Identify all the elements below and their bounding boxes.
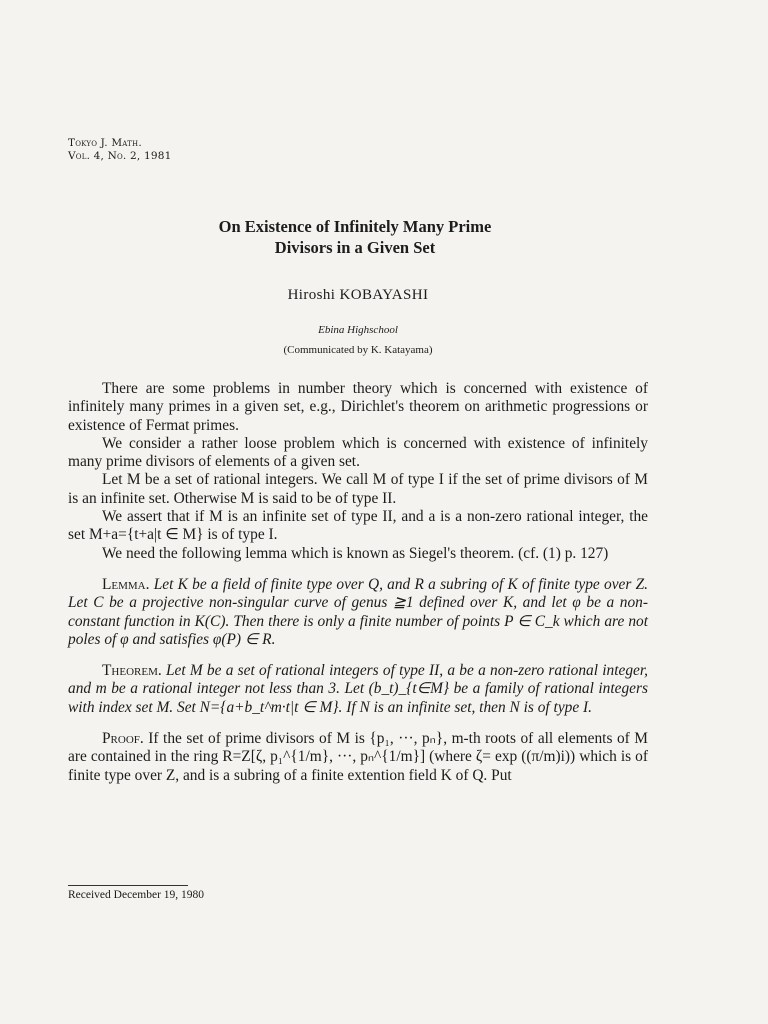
- paper-body: [68, 380, 648, 785]
- proof-label: Proof.: [102, 730, 144, 748]
- paragraph-problem: We consider a rather loose problem which is concerned with existence of infinitely many prime divisors of elements of a given set.: [68, 434, 648, 471]
- journal-name: Tokyo J. Math.: [68, 137, 142, 149]
- received-date: Received December 19, 1980: [68, 889, 205, 901]
- lemma-block: [68, 576, 648, 649]
- title-line-1: On Existence of Infinitely Many Prime: [218, 217, 492, 236]
- theorem-label: Theorem.: [102, 662, 162, 680]
- paper-title: [0, 216, 710, 258]
- proof-text: If the set of prime divisors of M is {p₁, ···, pₙ}, m-th roots of all elements of M are contained in the ring R=Z[ζ, p₁^{1/m}, ···, pₙ^{1/m}] (where ζ= exp ((π/m)i)) which is of finite type over Z, and is a subring of a finite extention field K of Q. Put: [68, 730, 648, 784]
- affiliation-school: Ebina Highschool: [318, 324, 398, 336]
- lemma-label: Lemma.: [102, 575, 150, 593]
- paragraph-definition: Let M be a set of rational integers. We call M of type I if the set of prime divisors of M is an infinite set. Otherwise M is said to be of type II.: [68, 471, 648, 507]
- title-line-2: Divisors in a Given Set: [274, 238, 436, 257]
- proof-block: [68, 730, 648, 785]
- journal-volume: Vol. 4, No. 2, 1981: [68, 149, 172, 162]
- paragraph-assertion: We assert that if M is an infinite set of type II, and a is a non-zero rational integer, the set M+a={t+a|t ∈ M} is of type I.: [68, 508, 648, 544]
- journal-header: [68, 137, 171, 162]
- theorem-block: [68, 662, 648, 717]
- paragraph-siegel: We need the following lemma which is known as Siegel's theorem. (cf. (1) p. 127): [102, 544, 609, 562]
- affiliation: [0, 320, 716, 360]
- author-name: Hiroshi KOBAYASHI: [287, 287, 429, 303]
- lemma-text: Let K be a field of finite type over Q, and R a subring of K of finite type over Z. Let C be a projective non-singular curve of genus ≧1 defined over K, and let φ be a non-constant function in K(C). Then there is only a finite number of points P ∈ C_k which are not poles of φ and satisfies φ(P) ∈ R.: [68, 575, 648, 648]
- paragraph-intro: There are some problems in number theory which is concerned with existence of infinitely many primes in a given set, e.g., Dirichlet's theorem on arithmetic progressions or existence of Fermat primes.: [68, 380, 648, 434]
- footnote-rule: [68, 885, 188, 886]
- theorem-text: Let M be a set of rational integers of type II, a be a non-zero rational integer, and m be a rational integer not less than 3. Let (b_t)_{t∈M} be a family of rational integers with index set M. Set N={a+b_t^m·t|t ∈ M}. If N is an infinite set, then N is of type I.: [68, 662, 648, 716]
- communicated-by: (Communicated by K. Katayama): [283, 344, 433, 356]
